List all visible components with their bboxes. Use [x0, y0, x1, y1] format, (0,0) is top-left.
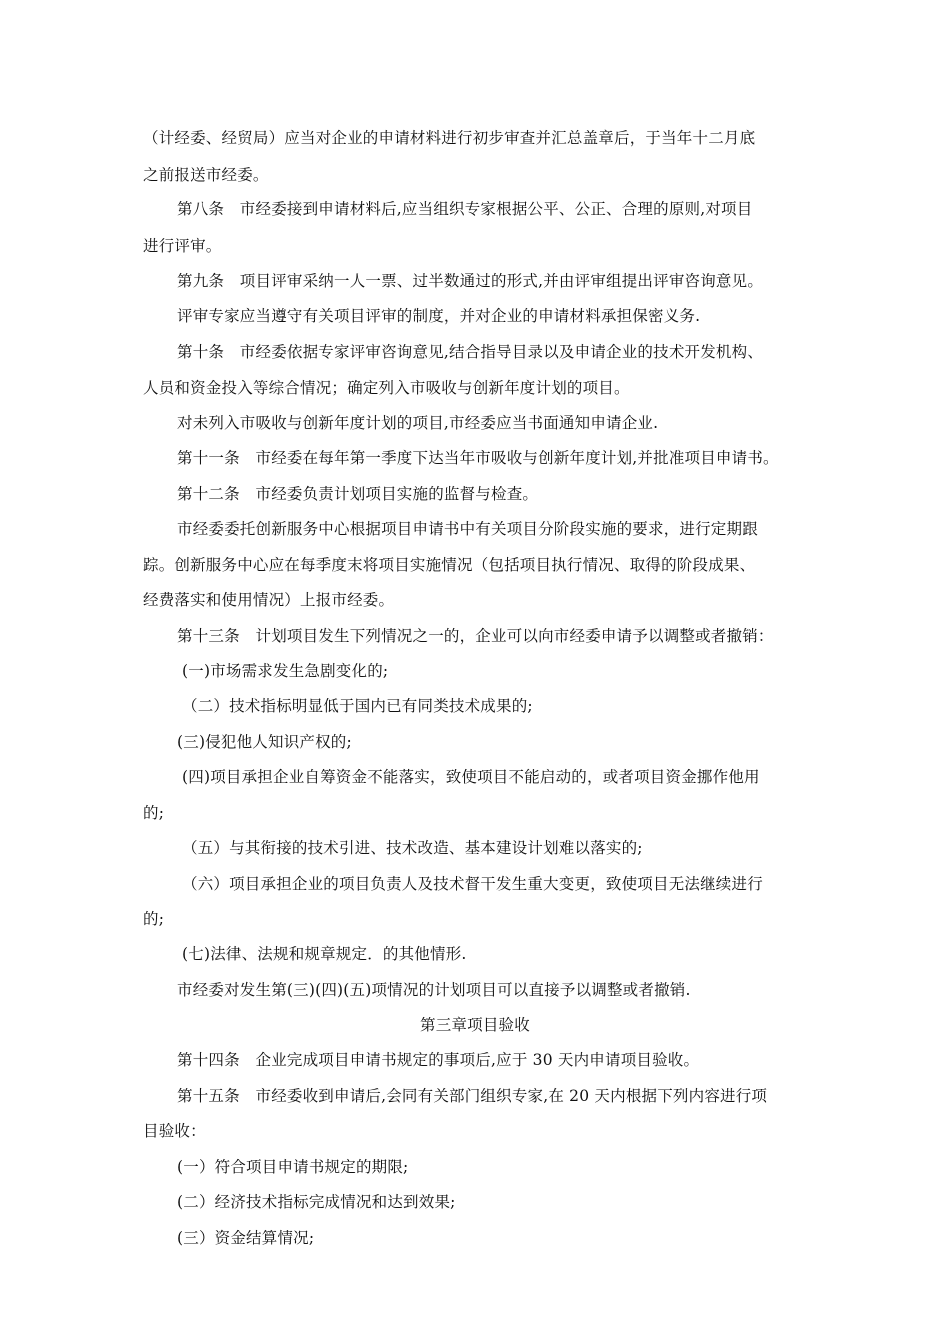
list-item: （六）项目承担企业的项目负责人及技术督干发生重大变更，致使项目无法继续进行 — [182, 875, 763, 893]
text-line: 对未列入市吸收与创新年度计划的项目,市经委应当书面通知申请企业. — [177, 414, 659, 432]
article-11: 第十一条 市经委在每年第一季度下达当年市吸收与创新年度计划,并批准项目申请书。 — [177, 449, 779, 467]
text-line: 踪。创新服务中心应在每季度末将项目实施情况（包括项目执行情况、取得的阶段成果、 — [143, 556, 756, 574]
chapter-heading: 第三章项目验收 — [420, 1016, 530, 1034]
article-12: 第十二条 市经委负责计划项目实施的监督与检查。 — [177, 485, 539, 503]
list-item: (四)项目承担企业自筹资金不能落实，致使项目不能启动的，或者项目资金挪作他用 — [182, 768, 760, 786]
list-item: (一）符合项目申请书规定的期限; — [177, 1158, 409, 1176]
article-9: 第九条 项目评审采纳一人一票、过半数通过的形式,并由评审组提出评审咨询意见。 — [177, 272, 764, 290]
text-line: 进行评审。 — [143, 237, 222, 255]
article-15: 第十五条 市经委收到申请后,会同有关部门组织专家,在 20 天内根据下列内容进行项 — [177, 1087, 768, 1105]
text-line: 的; — [143, 910, 165, 928]
list-item: (三）资金结算情况; — [177, 1229, 315, 1247]
article-13: 第十三条 计划项目发生下列情况之一的，企业可以向市经委申请予以调整或者撤销： — [177, 627, 774, 645]
text-line: 目验收： — [143, 1122, 206, 1140]
text-line: （计经委、经贸局）应当对企业的申请材料进行初步审查并汇总盖章后，于当年十二月底 — [143, 129, 756, 147]
text-line: 市经委委托创新服务中心根据项目申请书中有关项目分阶段实施的要求，进行定期跟 — [177, 520, 758, 538]
article-14: 第十四条 企业完成项目申请书规定的事项后,应于 30 天内申请项目验收。 — [177, 1051, 700, 1069]
text-line: 的; — [143, 804, 165, 822]
list-item: (三)侵犯他人知识产权的; — [177, 733, 352, 751]
list-item: (一)市场需求发生急剧变化的; — [182, 662, 389, 680]
text-line: 之前报送市经委。 — [143, 166, 269, 184]
article-8: 第八条 市经委接到申请材料后,应当组织专家根据公平、公正、合理的原则,对项目 — [177, 200, 753, 218]
list-item: (七)法律、法规和规章规定．的其他情形. — [182, 945, 467, 963]
text-line: 评审专家应当遵守有关项目评审的制度，并对企业的申请材料承担保密义务. — [177, 307, 701, 325]
list-item: (二）经济技术指标完成情况和达到效果; — [177, 1193, 456, 1211]
list-item: （二）技术指标明显低于国内已有同类技术成果的; — [182, 697, 533, 715]
text-line: 人员和资金投入等综合情况；确定列入市吸收与创新年度计划的项目。 — [143, 379, 630, 397]
list-item: （五）与其衔接的技术引进、技术改造、基本建设计划难以落实的; — [182, 839, 643, 857]
text-line: 经费落实和使用情况）上报市经委。 — [143, 591, 395, 609]
text-line: 市经委对发生第(三)(四)(五)项情况的计划项目可以直接予以调整或者撤销. — [177, 981, 691, 999]
article-10: 第十条 市经委依据专家评审咨询意见,结合指导目录以及申请企业的技术开发机构、 — [177, 343, 764, 361]
